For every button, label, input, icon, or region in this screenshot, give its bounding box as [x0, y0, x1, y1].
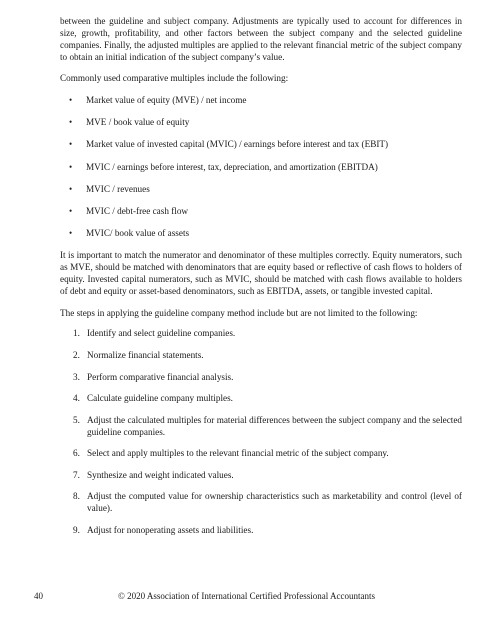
list-item-text: MVE / book value of equity — [86, 117, 190, 128]
step-number: 6. — [73, 448, 80, 459]
step-text: Adjust the computed value for ownership characteristics such as marketability and control (level of value). — [87, 491, 462, 514]
bullet-icon: • — [69, 161, 73, 172]
list-item-text: Market value of equity (MVE) / net income — [86, 95, 247, 105]
step-number: 1. — [73, 328, 80, 339]
list-item — [60, 161, 462, 173]
list-item-text: MVIC / revenues — [86, 183, 150, 194]
list-item — [60, 469, 462, 481]
list-item — [60, 371, 462, 383]
list-item — [60, 227, 462, 239]
paragraph-multiples-intro: Commonly used comparative multiples include the following: — [60, 73, 289, 83]
copyright-notice: © 2020 Association of International Certified Professional Accountants — [118, 591, 376, 601]
steps-list — [60, 327, 462, 536]
bullet-icon: • — [69, 117, 73, 128]
step-text: Synthesize and weight indicated values. — [87, 469, 234, 480]
bullet-icon: • — [69, 183, 73, 194]
step-text: Adjust the calculated multiples for material differences between the subject company and the selected guideline companies. — [87, 414, 462, 437]
list-item — [60, 138, 462, 150]
step-number: 7. — [73, 469, 80, 480]
bullet-icon: • — [69, 95, 73, 105]
bullet-icon: • — [69, 139, 73, 150]
step-text: Calculate guideline company multiples. — [87, 393, 233, 404]
list-item-text: Market value of invested capital (MVIC) / earnings before interest and tax (EBIT) — [86, 139, 389, 150]
list-item — [60, 205, 462, 217]
step-text: Normalize financial statements. — [87, 349, 204, 360]
step-number: 2. — [73, 349, 80, 360]
multiples-list — [60, 94, 462, 239]
step-text: Adjust for nonoperating assets and liabilities. — [87, 525, 254, 536]
step-text: Perform comparative financial analysis. — [87, 371, 234, 382]
list-item — [60, 349, 462, 361]
step-number: 9. — [73, 525, 80, 536]
step-number: 3. — [73, 371, 80, 382]
step-text: Select and apply multiples to the relevant financial metric of the subject company. — [87, 448, 389, 459]
list-item — [60, 490, 462, 514]
list-item — [60, 414, 462, 438]
page-number: 40 — [34, 591, 43, 601]
paragraph-adjustments: between the guideline and subject company. Adjustments are typically used to account for differences in size, growth, profitability, and other factors between the subject company and the selected guideline companies. Finally, the adjusted multiples are applied to the relevant financial metric of the subject company to obtain an initial indication of the subject company’s value. — [60, 16, 462, 62]
page-body — [60, 15, 462, 546]
list-item-text: MVIC / debt-free cash flow — [86, 205, 189, 216]
list-item — [60, 447, 462, 459]
list-item — [60, 94, 462, 106]
paragraph-matching: It is important to match the numerator and denominator of these multiples correctly. Equity numerators, such as MVE, should be matched with denominators that are equity based or reflective of cash flows to holders of equity. Invested capital numerators, such as MVIC, should be matched with cash flows available to holders of debt and equity or asset-based denominators, such as EBITDA, assets, or tangible invested capital. — [60, 250, 462, 297]
step-number: 8. — [73, 491, 80, 502]
list-item-text: MVIC / earnings before interest, tax, depreciation, and amortization (EBITDA) — [86, 161, 378, 172]
list-item — [60, 524, 462, 536]
step-text: Identify and select guideline companies. — [87, 328, 236, 339]
paragraph-steps-intro: The steps in applying the guideline company method include but are not limited to the following: — [60, 308, 418, 319]
bullet-icon: • — [69, 205, 73, 216]
list-item — [60, 183, 462, 195]
list-item — [60, 392, 462, 404]
bullet-icon: • — [69, 228, 73, 239]
list-item — [60, 116, 462, 128]
step-number: 5. — [73, 414, 80, 425]
list-item — [60, 327, 462, 339]
list-item-text: MVIC/ book value of assets — [86, 228, 190, 239]
step-number: 4. — [73, 393, 80, 404]
